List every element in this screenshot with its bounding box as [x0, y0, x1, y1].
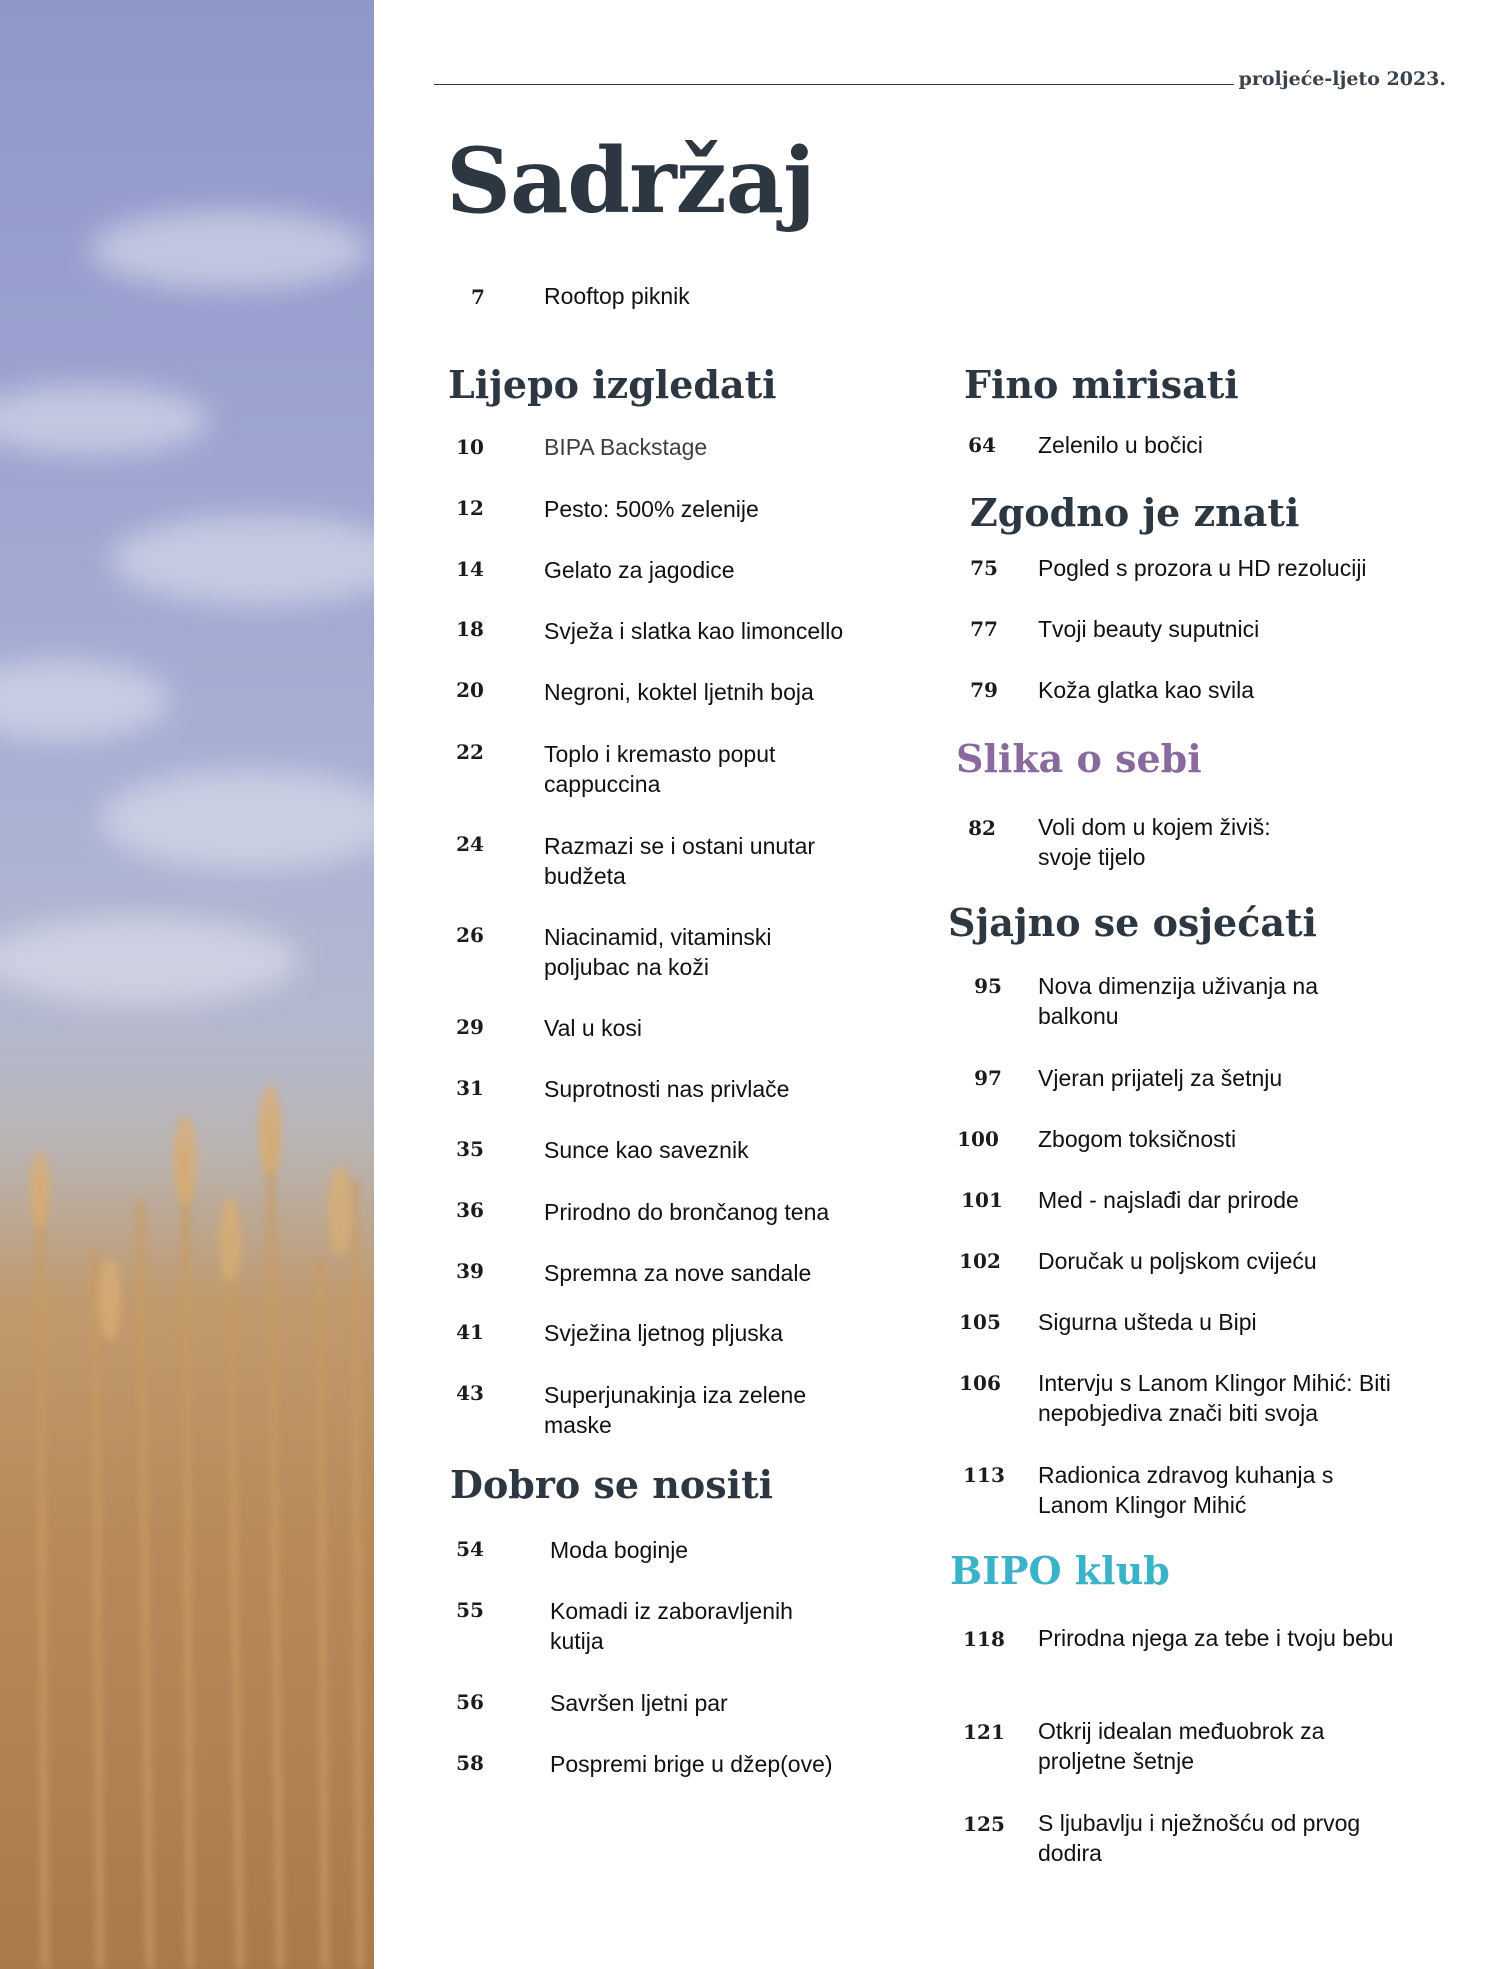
- page-title: Sadržaj: [446, 128, 815, 234]
- toc-page-number: 18: [456, 617, 484, 641]
- section-slika-o-sebi: Slika o sebi: [956, 736, 1202, 781]
- toc-page-number: 14: [456, 557, 484, 581]
- toc-entry[interactable]: Suprotnosti nas privlače: [544, 1076, 790, 1102]
- toc-entry[interactable]: BIPA Backstage: [544, 434, 708, 460]
- toc-page-number: 121: [963, 1720, 1005, 1744]
- wheat-field-photo: [0, 0, 374, 1969]
- toc-entry[interactable]: Med - najslađi dar prirode: [1038, 1187, 1299, 1213]
- toc-page-number: 82: [968, 816, 996, 840]
- toc-entry[interactable]: Intervju s Lanom Klingor Mihić: Biti nepobjediva znači biti svoja: [1038, 1370, 1391, 1426]
- toc-entry[interactable]: Rooftop piknik: [544, 283, 690, 309]
- toc-page-number: 54: [456, 1537, 484, 1561]
- toc-page-number: 105: [959, 1310, 1001, 1334]
- toc-entry[interactable]: Doručak u poljskom cvijeću: [1038, 1248, 1317, 1274]
- toc-page-number: 24: [456, 832, 484, 856]
- toc-entry[interactable]: S ljubavlju i nježnošću od prvog dodira: [1038, 1810, 1361, 1866]
- toc-page-number: 95: [974, 974, 1002, 998]
- toc-page-number: 39: [456, 1259, 484, 1283]
- toc-entry[interactable]: Vjeran prijatelj za šetnju: [1038, 1065, 1283, 1091]
- toc-page-number: 41: [456, 1320, 484, 1344]
- toc-page-number: 97: [974, 1066, 1002, 1090]
- toc-page-number: 58: [456, 1751, 484, 1775]
- toc-page-number: 79: [970, 678, 998, 702]
- toc-entry[interactable]: Prirodno do brončanog tena: [544, 1199, 830, 1225]
- toc-page-number: 10: [456, 435, 484, 459]
- toc-entry[interactable]: Nova dimenzija uživanja na balkonu: [1038, 973, 1318, 1029]
- toc-page-number: 35: [456, 1137, 484, 1161]
- toc-entry[interactable]: Sigurna ušteda u Bipi: [1038, 1309, 1257, 1335]
- toc-entry[interactable]: Moda boginje: [550, 1537, 689, 1563]
- toc-page-number: 125: [963, 1812, 1005, 1836]
- section-lijepo-izgledati: Lijepo izgledati: [448, 362, 777, 407]
- toc-entry[interactable]: Pesto: 500% zelenije: [544, 496, 759, 522]
- toc-page-number: 102: [959, 1249, 1001, 1273]
- toc-page-number: 106: [959, 1371, 1001, 1395]
- toc-entry[interactable]: Voli dom u kojem živiš: svoje tijelo: [1038, 814, 1271, 870]
- toc-entry[interactable]: Pogled s prozora u HD rezoluciji: [1038, 555, 1367, 581]
- toc-entry[interactable]: Koža glatka kao svila: [1038, 677, 1255, 703]
- toc-entry[interactable]: Gelato za jagodice: [544, 557, 735, 583]
- toc-page-number: 36: [456, 1198, 484, 1222]
- toc-entry[interactable]: Sunce kao saveznik: [544, 1137, 749, 1163]
- toc-entry[interactable]: Niacinamid, vitaminski poljubac na koži: [544, 924, 772, 980]
- toc-page-number: 22: [456, 740, 484, 764]
- toc-entry[interactable]: Spremna za nove sandale: [544, 1260, 812, 1286]
- toc-entry[interactable]: Svježa i slatka kao limoncello: [544, 618, 844, 644]
- toc-page-number: 55: [456, 1598, 484, 1622]
- section-bipo-klub: BIPO klub: [950, 1548, 1170, 1593]
- toc-entry[interactable]: Svježina ljetnog pljuska: [544, 1320, 784, 1346]
- toc-entry[interactable]: Otkrij idealan međuobrok za proljetne šetnje: [1038, 1718, 1325, 1774]
- toc-entry[interactable]: Negroni, koktel ljetnih boja: [544, 679, 814, 705]
- toc-entry[interactable]: Komadi iz zaboravljenih kutija: [550, 1598, 793, 1654]
- toc-entry[interactable]: Razmazi se i ostani unutar budžeta: [544, 833, 816, 889]
- toc-page-number: 20: [456, 678, 484, 702]
- toc-page-number: 101: [961, 1188, 1003, 1212]
- toc-page-number: 64: [968, 433, 996, 457]
- toc-entry[interactable]: Prirodna njega za tebe i tvoju bebu: [1038, 1625, 1394, 1651]
- toc-page-number: 77: [970, 617, 998, 641]
- toc-entry[interactable]: Pospremi brige u džep(ove): [550, 1751, 833, 1777]
- toc-page-number: 31: [456, 1076, 484, 1100]
- toc-page-number: 7: [471, 285, 485, 309]
- toc-page-number: 29: [456, 1015, 484, 1039]
- section-dobro-se-nositi: Dobro se nositi: [450, 1462, 774, 1507]
- toc-entry[interactable]: Zelenilo u bočici: [1038, 432, 1203, 458]
- toc-page-number: 113: [963, 1463, 1005, 1487]
- toc-page-number: 26: [456, 923, 484, 947]
- toc-page-number: 43: [456, 1381, 484, 1405]
- section-zgodno-je-znati: Zgodno je znati: [970, 490, 1300, 535]
- issue-season: proljeće-ljeto 2023.: [1238, 68, 1446, 90]
- section-sjajno-se-osjecati: Sjajno se osjećati: [948, 900, 1317, 945]
- toc-entry[interactable]: Zbogom toksičnosti: [1038, 1126, 1237, 1152]
- toc-entry[interactable]: Savršen ljetni par: [550, 1690, 728, 1716]
- toc-entry[interactable]: Tvoji beauty suputnici: [1038, 616, 1260, 642]
- section-fino-mirisati: Fino mirisati: [964, 362, 1239, 407]
- toc-page-number: 100: [957, 1127, 999, 1151]
- toc-entry[interactable]: Superjunakinja iza zelene maske: [544, 1382, 807, 1438]
- toc-entry[interactable]: Toplo i kremasto poput cappuccina: [544, 741, 776, 797]
- toc-page-number: 75: [970, 556, 998, 580]
- header-rule: [434, 84, 1234, 85]
- toc-page-number: 56: [456, 1690, 484, 1714]
- toc-page-number: 118: [963, 1627, 1005, 1651]
- toc-entry[interactable]: Radionica zdravog kuhanja s Lanom Klingor Mihić: [1038, 1462, 1334, 1518]
- toc-page-number: 12: [456, 496, 484, 520]
- toc-entry[interactable]: Val u kosi: [544, 1015, 643, 1041]
